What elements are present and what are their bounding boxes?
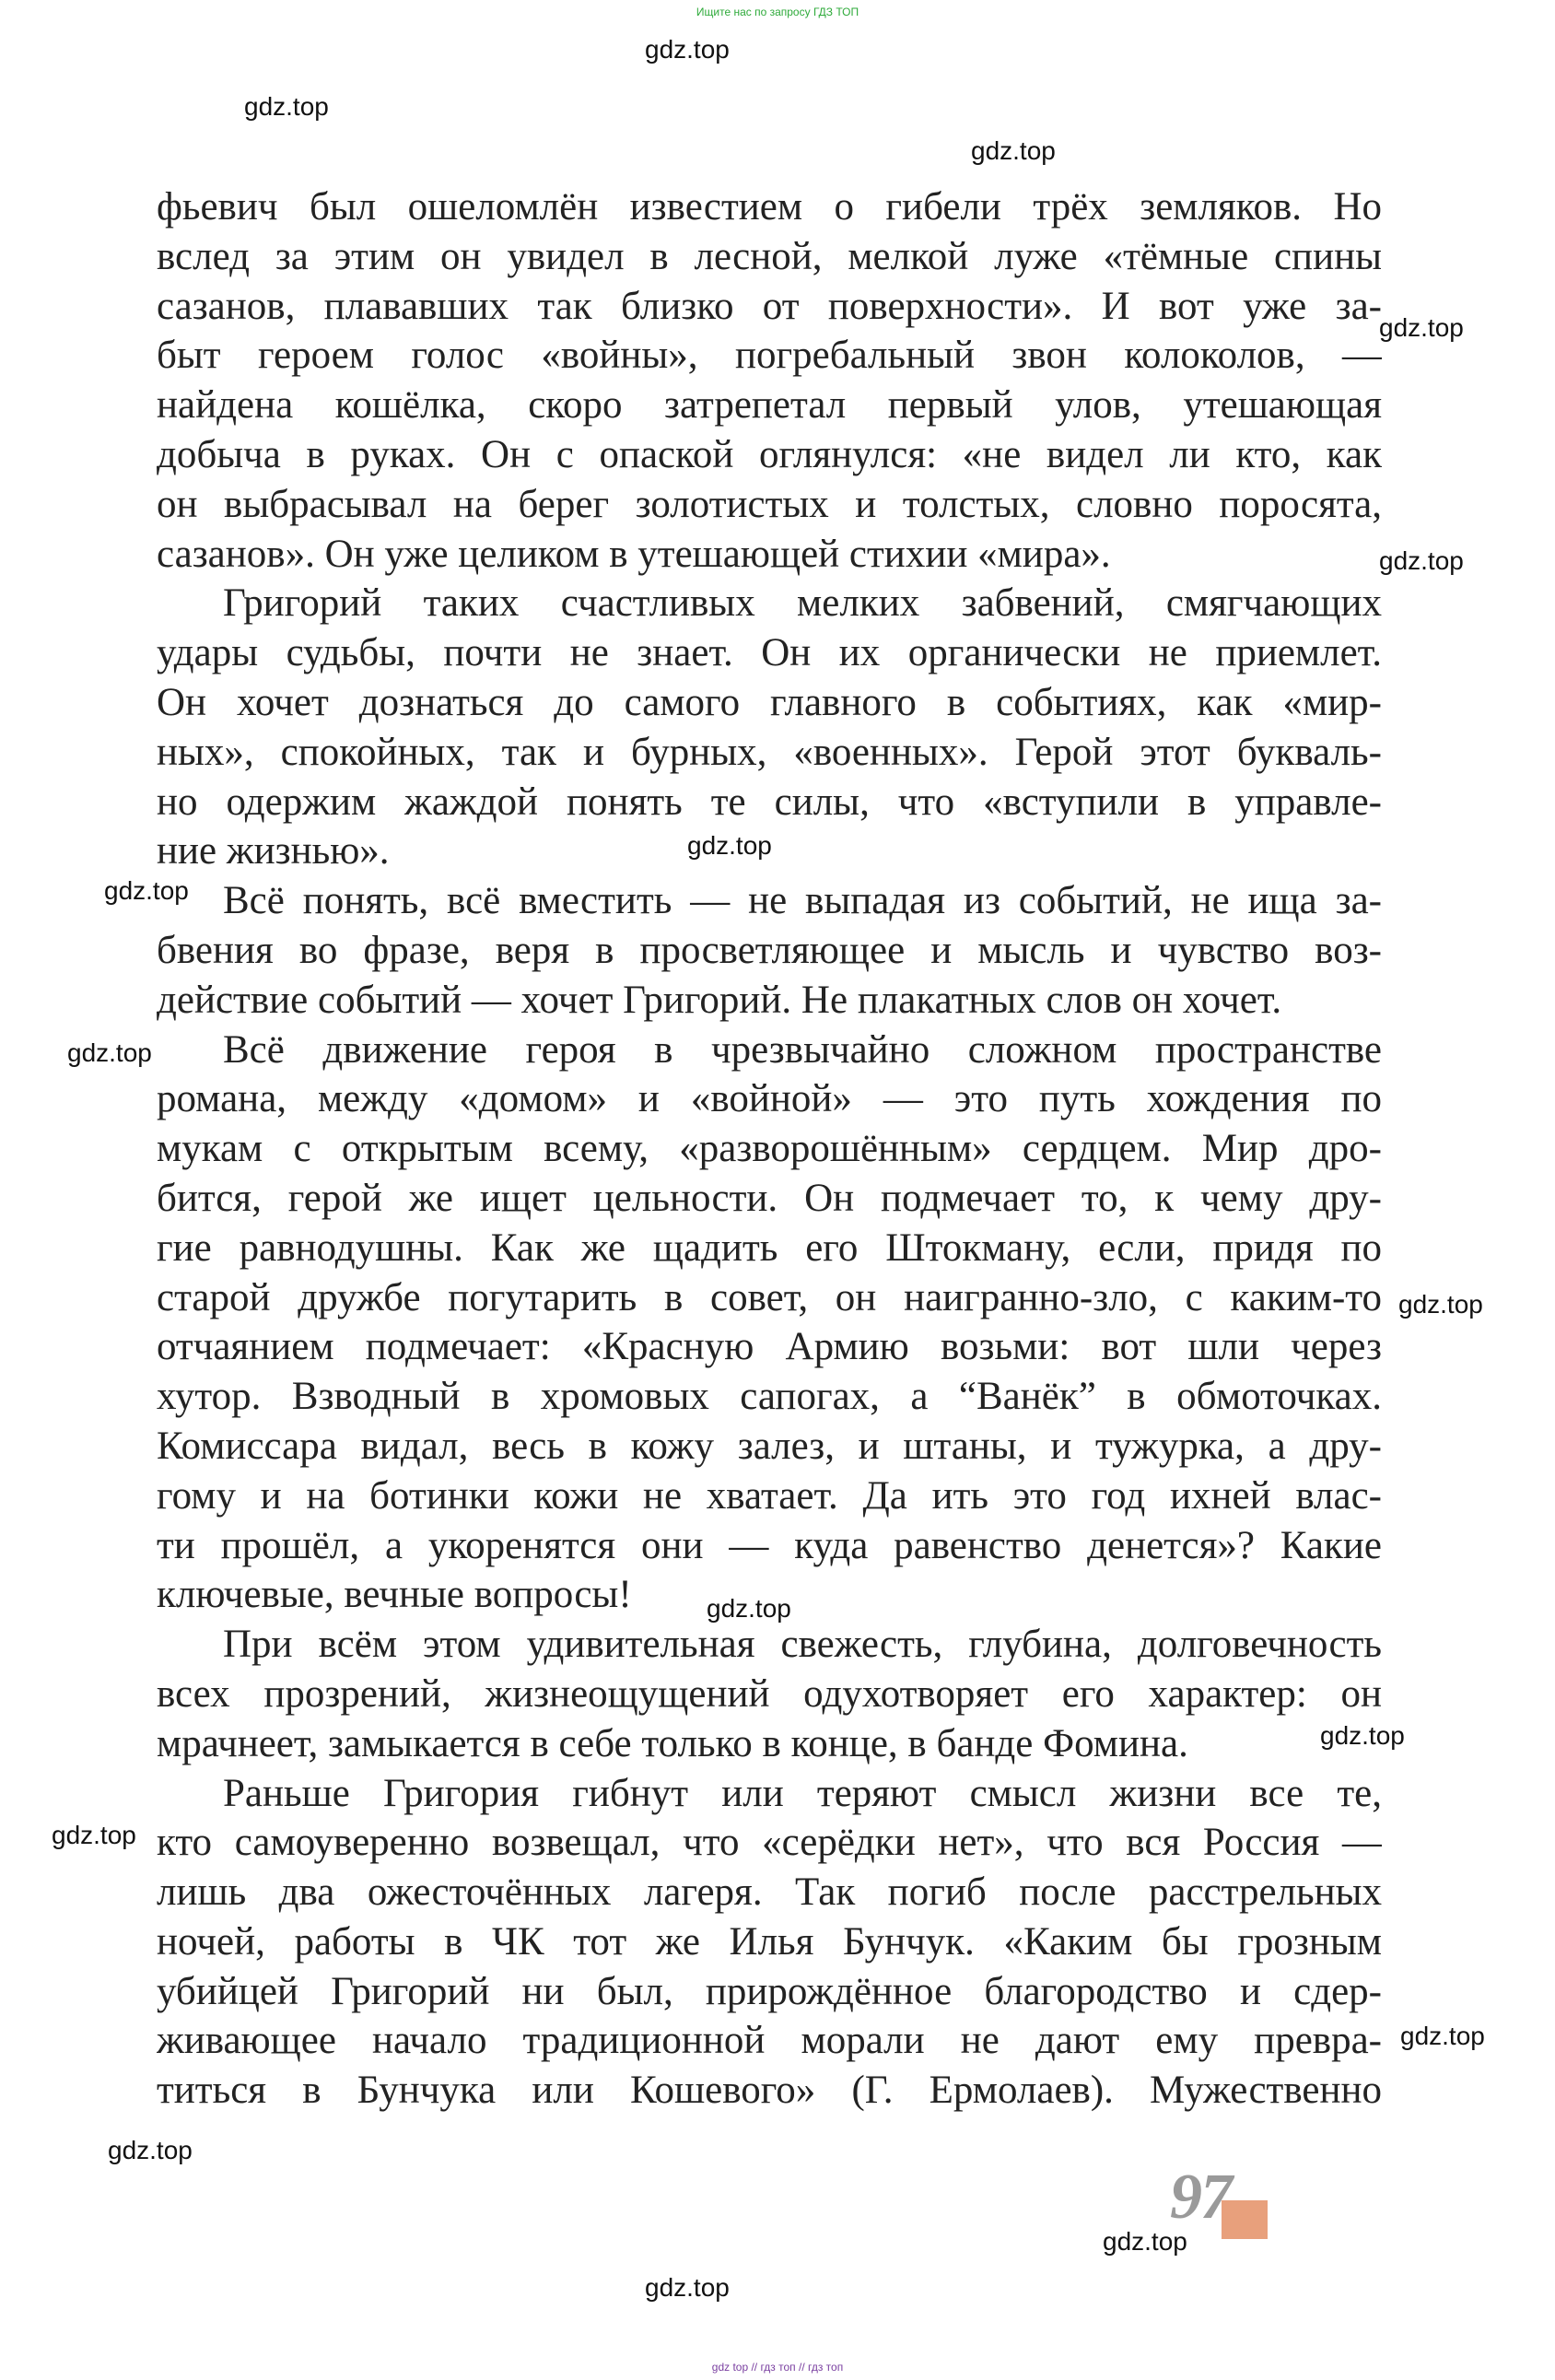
text-line: ти прошёл, а укоренятся они — куда равенство денется»? Какие	[157, 1523, 1382, 1567]
text-line: Всё движение героя в чрезвычайно сложном пространстве	[223, 1027, 1382, 1072]
text-line: романа, между «домом» и «войной» — это путь хождения по	[157, 1077, 1382, 1121]
watermark: gdz.top	[67, 1038, 152, 1067]
text-line: ключевые, вечные вопросы!	[157, 1573, 632, 1617]
watermark: gdz.top	[687, 831, 772, 860]
text-line: Григорий таких счастливых мелких забвений, смягчающих	[223, 581, 1382, 626]
footer-note: gdz top // гдз топ // гдз топ	[711, 2361, 844, 2374]
watermark: gdz.top	[1398, 1290, 1483, 1319]
text-line: мукам с открытым всему, «разворошённым» сердцем. Мир дро-	[157, 1127, 1382, 1171]
text-line: ных», спокойных, так и бурных, «военных». Герой этот букваль-	[157, 730, 1382, 774]
text-line: мрачнеет, замыкается в себе только в конце, в банде Фомина.	[157, 1721, 1188, 1765]
text-line: быт героем голос «войны», погребальный звон колоколов, —	[157, 334, 1382, 378]
text-line: сазанов, плававших так близко от поверхности». И вот уже за-	[157, 284, 1382, 328]
watermark: gdz.top	[645, 35, 730, 64]
text-line: действие событий — хочет Григорий. Не плакатных слов он хочет.	[157, 978, 1282, 1022]
text-line: найдена кошёлка, скоро затрепетал первый улов, утешающая	[157, 383, 1382, 428]
text-line: бвения во фразе, веря в просветляющее и мысль и чувство воз-	[157, 928, 1382, 972]
watermark: gdz.top	[1400, 2022, 1485, 2050]
watermark: gdz.top	[1379, 313, 1464, 342]
text-line: но одержим жаждой понять те силы, что «вступили в управле-	[157, 780, 1382, 824]
text-line: гие равнодушны. Как же щадить его Штокману, если, придя по	[157, 1225, 1382, 1270]
watermark: gdz.top	[645, 2273, 730, 2302]
text-line: фьевич был ошеломлён известием о гибели трёх земляков. Но	[157, 185, 1382, 229]
text-line: старой дружбе погутарить в совет, он наигранно-зло, с каким-то	[157, 1275, 1382, 1319]
text-line: всех прозрений, жизнеощущений одухотворяет его характер: он	[157, 1671, 1382, 1716]
text-line: живающее начало традиционной морали не дают ему превра-	[157, 2019, 1382, 2063]
text-line: убийцей Григорий ни был, прирождённое благородство и сдер-	[157, 1969, 1382, 2013]
text-line: ние жизнью».	[157, 829, 390, 873]
text-line: При всём этом удивительная свежесть, глубина, долговечность	[223, 1623, 1382, 1667]
text-line: Он хочет дознаться до самого главного в событиях, как «мир-	[157, 680, 1382, 724]
watermark: gdz.top	[108, 2136, 193, 2164]
text-line: сазанов». Он уже целиком в утешающей стихии «мира».	[157, 532, 1111, 576]
watermark: gdz.top	[1103, 2227, 1187, 2256]
text-line: вслед за этим он увидел в лесной, мелкой луже «тёмные спины	[157, 234, 1382, 278]
watermark: gdz.top	[1379, 546, 1464, 575]
watermark: gdz.top	[52, 1821, 136, 1849]
text-line: лишь два ожесточённых лагеря. Так погиб после расстрельных	[157, 1870, 1382, 1915]
text-line: Раньше Григория гибнут или теряют смысл жизни все те,	[223, 1771, 1382, 1815]
body-text	[157, 182, 1382, 2116]
watermark: gdz.top	[104, 876, 189, 905]
watermark: gdz.top	[971, 136, 1056, 165]
text-line: Комиссара видал, весь в кожу залез, и штаны, и тужурка, а дру-	[157, 1424, 1382, 1468]
watermark: gdz.top	[707, 1594, 791, 1623]
text-line: удары судьбы, почти не знает. Он их органически не приемлет.	[157, 631, 1382, 675]
text-line: отчаянием подмечает: «Красную Армию возьми: вот шли через	[157, 1325, 1382, 1369]
text-line: титься в Бунчука или Кошевого» (Г. Ермолаев). Мужественно	[157, 2069, 1382, 2113]
text-line: хутор. Взводный в хромовых сапогах, а “Ванёк” в обмоточках.	[157, 1375, 1382, 1419]
text-line: бится, герой же ищет цельности. Он подмечает то, к чему дру-	[157, 1176, 1382, 1220]
watermark: gdz.top	[1320, 1721, 1405, 1750]
text-line: он выбрасывал на берег золотистых и толстых, словно поросята,	[157, 482, 1382, 526]
text-line: Всё понять, всё вместить — не выпадая из событий, не ища за-	[223, 879, 1382, 923]
text-line: кто самоуверенно возвещал, что «серёдки нет», что вся Россия —	[157, 1821, 1382, 1865]
text-line: ночей, работы в ЧК тот же Илья Бунчук. «Каким бы грозным	[157, 1919, 1382, 1964]
header-note: Ищите нас по запросу ГДЗ ТОП	[696, 6, 859, 18]
text-line: гому и на ботинки кожи не хватает. Да ить это год ихней влас-	[157, 1473, 1382, 1518]
page-number: 97	[1170, 2162, 1231, 2233]
watermark: gdz.top	[244, 92, 329, 121]
text-line: добыча в руках. Он с опаской оглянулся: «не видел ли кто, как	[157, 432, 1382, 476]
